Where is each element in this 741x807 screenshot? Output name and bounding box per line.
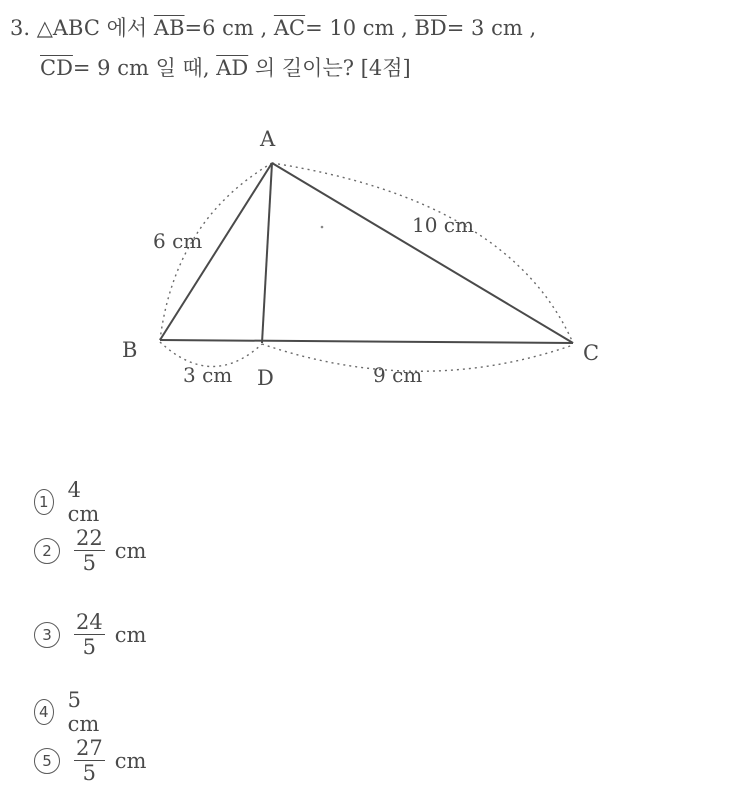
question-number: 3.	[10, 16, 31, 40]
choice-3-denominator: 5	[82, 635, 97, 659]
triangle-abc: △ABC	[36, 16, 100, 40]
segment-bd: $\overline{BD}$	[414, 16, 447, 40]
eseo-word: 에서	[106, 16, 148, 40]
segment-ab: $\overline{AB}$	[153, 16, 185, 40]
segment-ad: $\overline{AD}$	[216, 56, 249, 80]
vertex-b-label: B	[122, 338, 138, 362]
length-ac-label: 10 cm	[412, 213, 474, 237]
vertex-d-label: D	[257, 366, 274, 390]
choice-3-marker: 3	[34, 622, 60, 648]
choice-2-numerator: 22	[76, 526, 103, 550]
choice-3-numerator: 24	[76, 610, 103, 634]
value-cd: = 9 cm	[72, 56, 149, 80]
value-ab: =6 cm ,	[184, 16, 268, 40]
choice-2[interactable]	[34, 526, 146, 575]
segment-cd: $\overline{CD}$	[40, 56, 73, 80]
choice-5-denominator: 5	[82, 761, 97, 785]
choice-3-unit: cm	[114, 622, 147, 647]
choice-4-marker: 4	[34, 699, 54, 725]
choice-3[interactable]	[34, 610, 146, 659]
choice-5[interactable]	[34, 736, 146, 785]
side-ac	[272, 163, 573, 343]
question-ask: 의 길이는?	[254, 56, 354, 80]
il-ttae-word: 일 때,	[155, 56, 210, 80]
segment-ad-line	[262, 163, 272, 343]
choice-1[interactable]	[34, 478, 106, 526]
choice-4-text: 5 cm	[67, 688, 100, 736]
choice-2-denominator: 5	[82, 551, 97, 575]
value-bd: = 3 cm ,	[446, 16, 537, 40]
choice-2-marker: 2	[34, 538, 60, 564]
segment-ac: $\overline{AC}$	[273, 16, 306, 40]
vertex-c-label: C	[583, 341, 600, 365]
choice-1-text: 4 cm	[67, 478, 100, 526]
length-dc-label: 9 cm	[373, 363, 423, 387]
choice-5-marker: 5	[34, 748, 60, 774]
length-ab-label: 6 cm	[153, 229, 203, 253]
vertex-a-label: A	[260, 127, 276, 151]
choice-4[interactable]	[34, 688, 106, 736]
side-bc	[160, 340, 573, 343]
choice-5-numerator: 27	[76, 736, 103, 760]
choice-2-fraction	[74, 526, 105, 575]
choice-3-fraction	[74, 610, 105, 659]
length-bd-label: 3 cm	[183, 363, 233, 387]
choice-2-unit: cm	[114, 538, 147, 563]
question-points: [4점]	[360, 56, 411, 80]
value-ac: = 10 cm ,	[305, 16, 408, 40]
choice-1-marker: 1	[34, 489, 54, 515]
choice-5-unit: cm	[114, 748, 147, 773]
choice-5-fraction	[74, 736, 105, 785]
speck-dot	[321, 226, 324, 229]
